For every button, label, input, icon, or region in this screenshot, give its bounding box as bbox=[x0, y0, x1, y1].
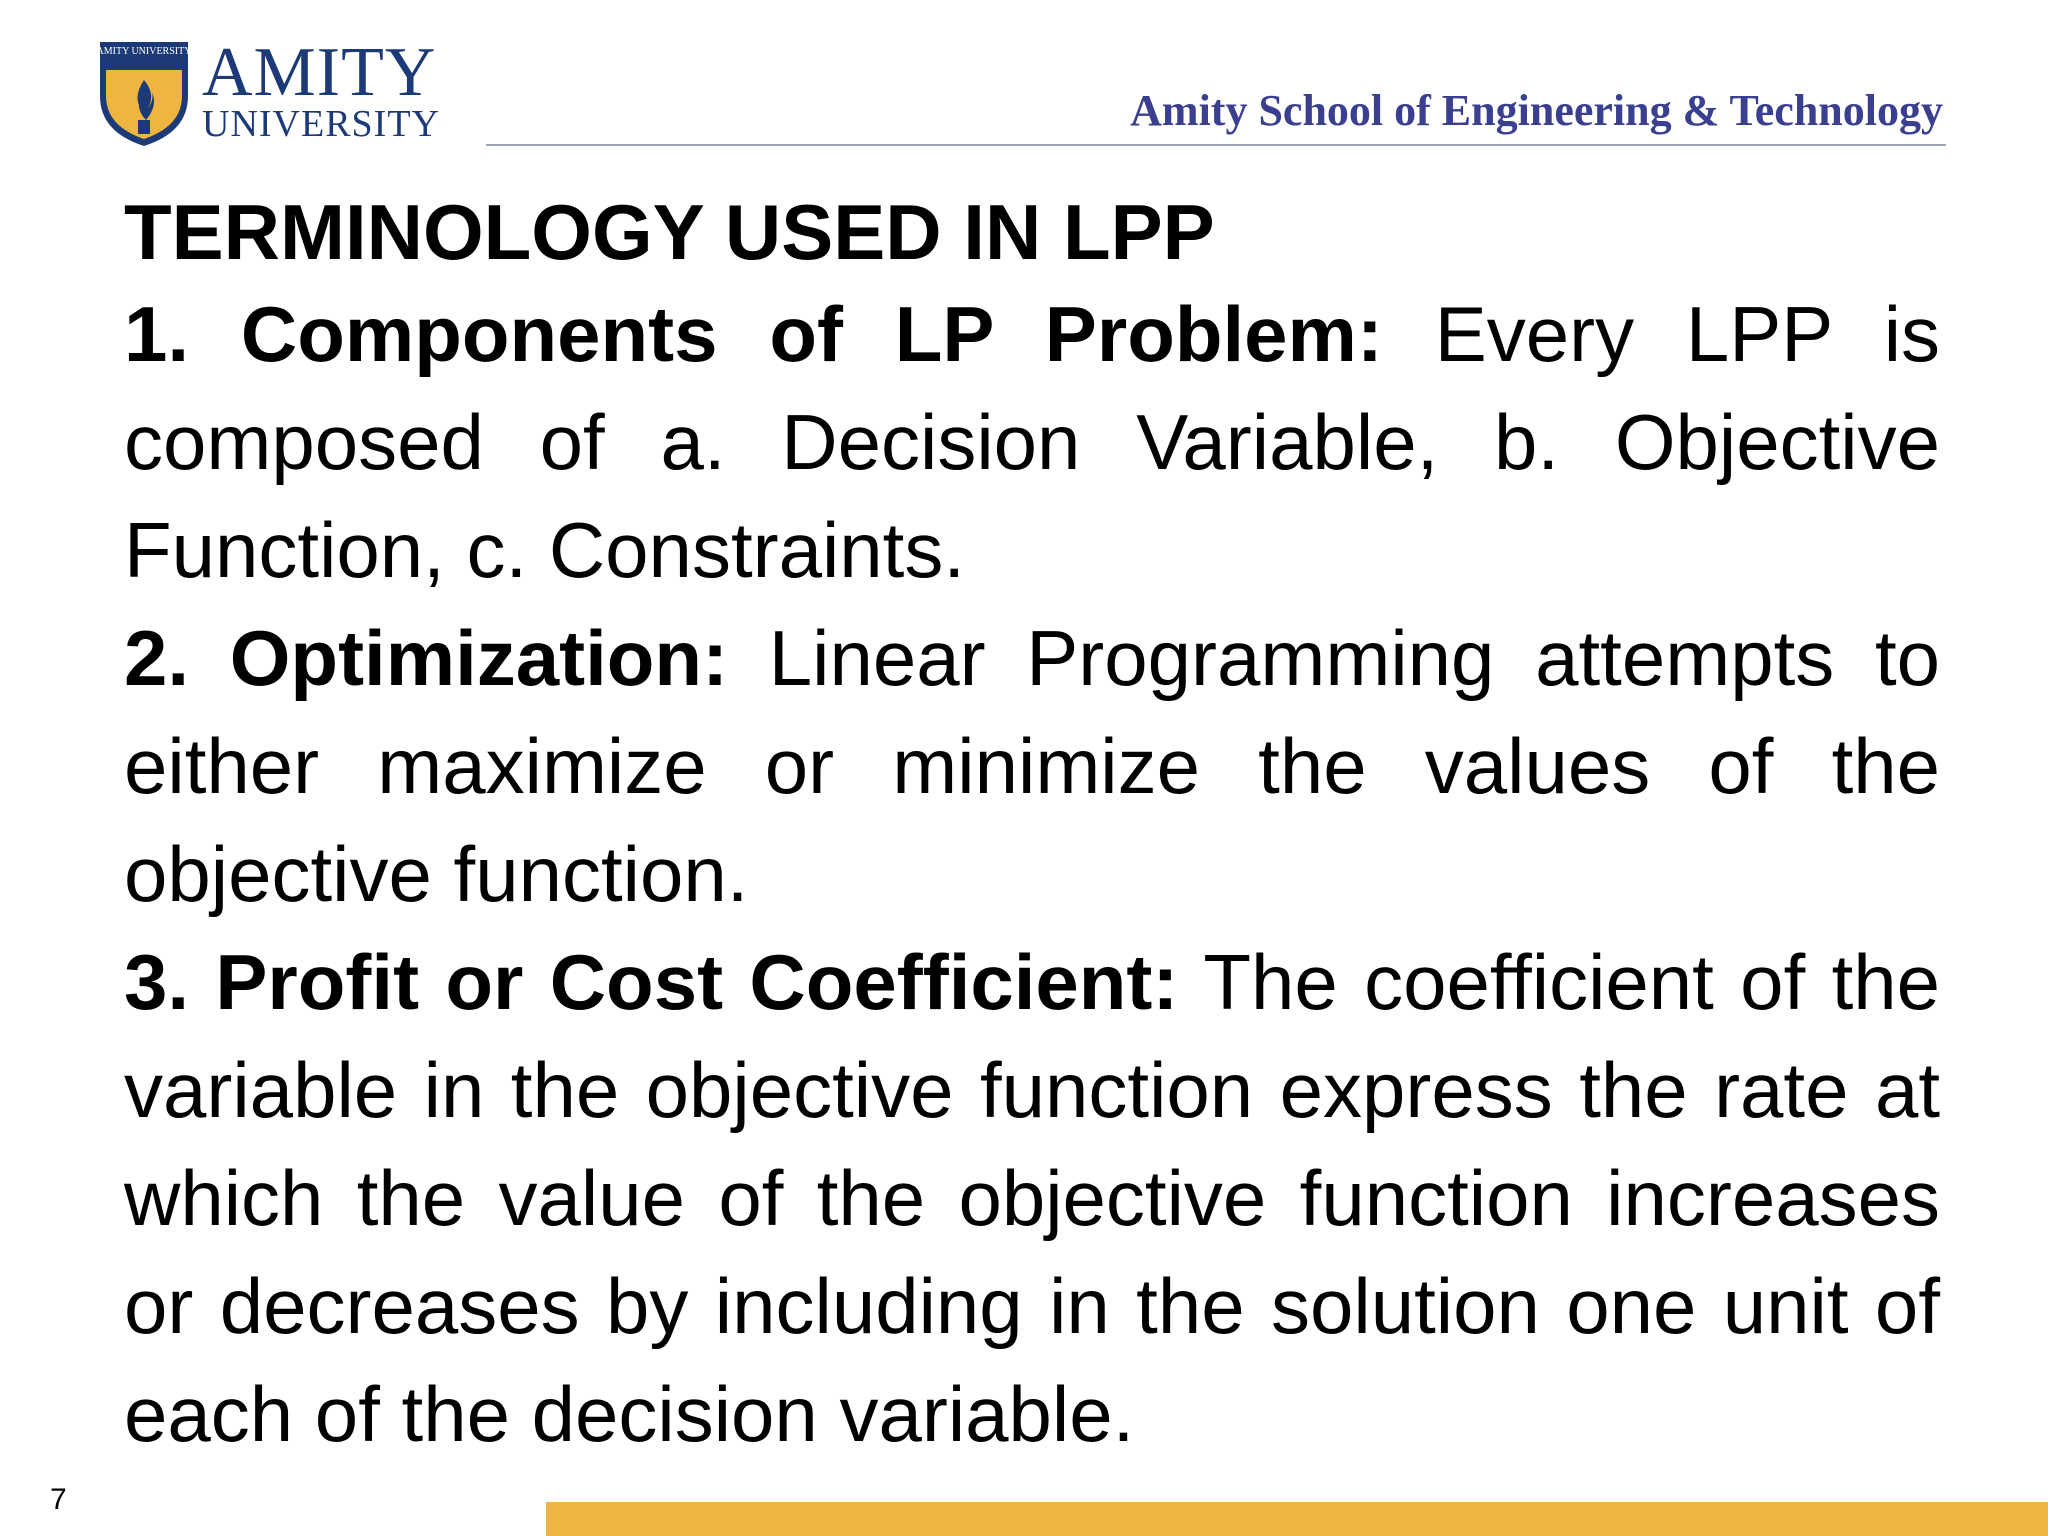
term-number: 2. bbox=[124, 614, 190, 702]
term-name: Profit or Cost Coefficient: bbox=[215, 938, 1179, 1026]
footer-bar bbox=[546, 1502, 2048, 1536]
term-number: 1. bbox=[124, 290, 190, 378]
school-name: Amity School of Engineering & Technology bbox=[1130, 86, 1943, 135]
term-description: The coefficient of the variable in the objective function express the rate at which the value of the objective function increases or decreases by including in the solution one unit of each of the decision variable. bbox=[124, 938, 1941, 1458]
slide-title: TERMINOLOGY USED IN LPP bbox=[124, 188, 1215, 276]
term-description: Linear Programming attempts to either maximize or minimize the values of the objective function. bbox=[124, 614, 1941, 918]
term-item-components bbox=[124, 280, 1940, 604]
page-number: 7 bbox=[50, 1483, 67, 1516]
term-item-optimization bbox=[124, 604, 1940, 928]
shield-text: AMITY UNIVERSITY bbox=[96, 46, 192, 57]
logo-name-line1: AMITY bbox=[202, 34, 437, 111]
term-description: Every LPP is composed of a. Decision Variable, b. Objective Function, c. Constraints. bbox=[124, 290, 1941, 594]
header-divider bbox=[486, 144, 1946, 146]
amity-logo bbox=[96, 36, 456, 152]
term-name: Optimization: bbox=[229, 614, 729, 702]
logo-name-line2: UNIVERSITY bbox=[202, 103, 440, 145]
term-name: Components of LP Problem: bbox=[240, 290, 1383, 378]
slide-content bbox=[124, 184, 1940, 1468]
term-number: 3. bbox=[124, 938, 190, 1026]
term-item-coefficient bbox=[124, 928, 1940, 1468]
torch-shield-icon bbox=[96, 36, 192, 148]
